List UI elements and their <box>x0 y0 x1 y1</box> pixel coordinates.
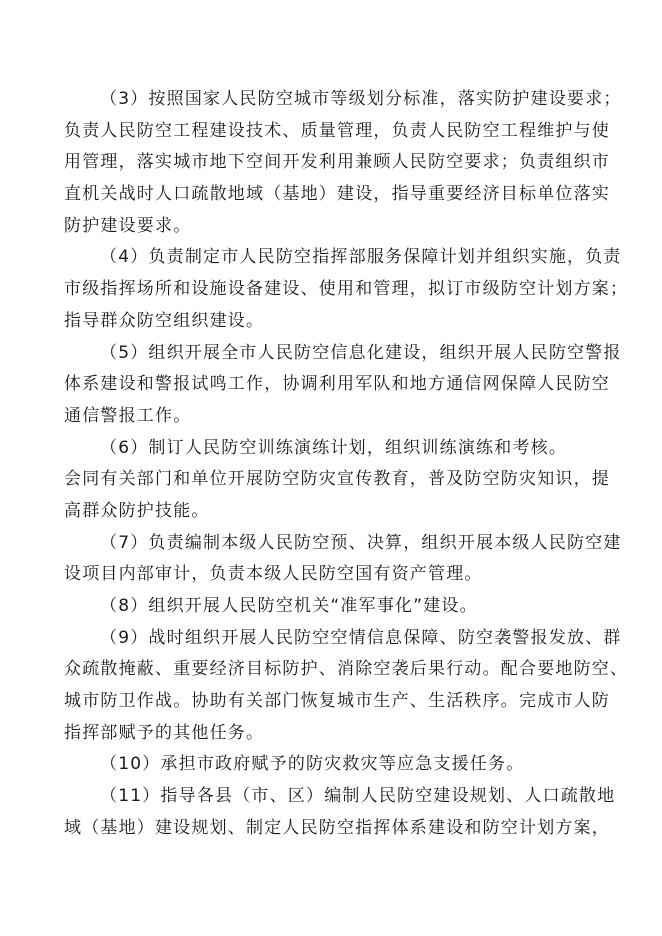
text-line: 直机关战时人口疏散地域（基地）建设，指导重要经济目标单位落实 <box>64 184 610 205</box>
text-line: 众疏散掩蔽、重要经济目标防护、消除空袭后果行动。配合要地防空、 <box>64 659 629 680</box>
document-page <box>64 84 629 845</box>
text-line: （4）负责制定市人民防空指挥部服务保障计划并组织实施，负责 <box>100 247 622 268</box>
text-line: （10）承担市政府赋予的防灾救灾等应急支援任务。 <box>100 754 525 775</box>
text-line: （6）制订人民防空训练演练计划，组织训练演练和考核。 <box>100 437 568 458</box>
text-line: 负责人民防空工程建设技术、质量管理，负责人民防空工程维护与使 <box>64 120 610 141</box>
text-line: 体系建设和警报试鸣工作，协调利用军队和地方通信网保障人民防空 <box>64 374 610 395</box>
text-line: 设项目内部审计，负责本级人民防空国有资产管理。 <box>64 564 483 585</box>
text-line: （11）指导各县（市、区）编制人民防空建设规划、人口疏散地 <box>100 786 616 807</box>
text-line: 指挥部赋予的其他任务。 <box>64 722 265 743</box>
text-line: 指导群众防空组织建设。 <box>64 310 265 331</box>
text-line: 防护建设要求。 <box>64 215 192 236</box>
text-line: （8）组织开展人民防空机关“准军事化”建设。 <box>100 596 478 616</box>
text-line: 用管理，落实城市地下空间开发利用兼顾人民防空要求；负责组织市 <box>64 152 610 173</box>
text-line: （3）按照国家人民防空城市等级划分标准，落实防护建设要求； <box>100 89 622 109</box>
text-line: 通信警报工作。 <box>64 405 192 426</box>
text-line: 高群众防护技能。 <box>64 500 210 521</box>
text-line: （5）组织开展全市人民防空信息化建设，组织开展人民防空警报 <box>100 342 622 363</box>
text-line: 城市防卫作战。协助有关部门恢复城市生产、生活秩序。完成市人防 <box>64 691 610 712</box>
text-line: 会同有关部门和单位开展防空防灾宣传教育，普及防空防灾知识，提 <box>64 469 610 490</box>
text-line: （9）战时组织开展人民防空空情信息保障、防空袭警报发放、群 <box>100 627 622 648</box>
text-line: 域（基地）建设规划、制定人民防空指挥体系建设和防空计划方案， <box>64 817 610 838</box>
text-line: 市级指挥场所和设施设备建设、使用和管理，拟订市级防空计划方案； <box>64 279 629 300</box>
text-line: （7）负责编制本级人民防空预、决算，组织开展本级人民防空建 <box>100 532 622 553</box>
